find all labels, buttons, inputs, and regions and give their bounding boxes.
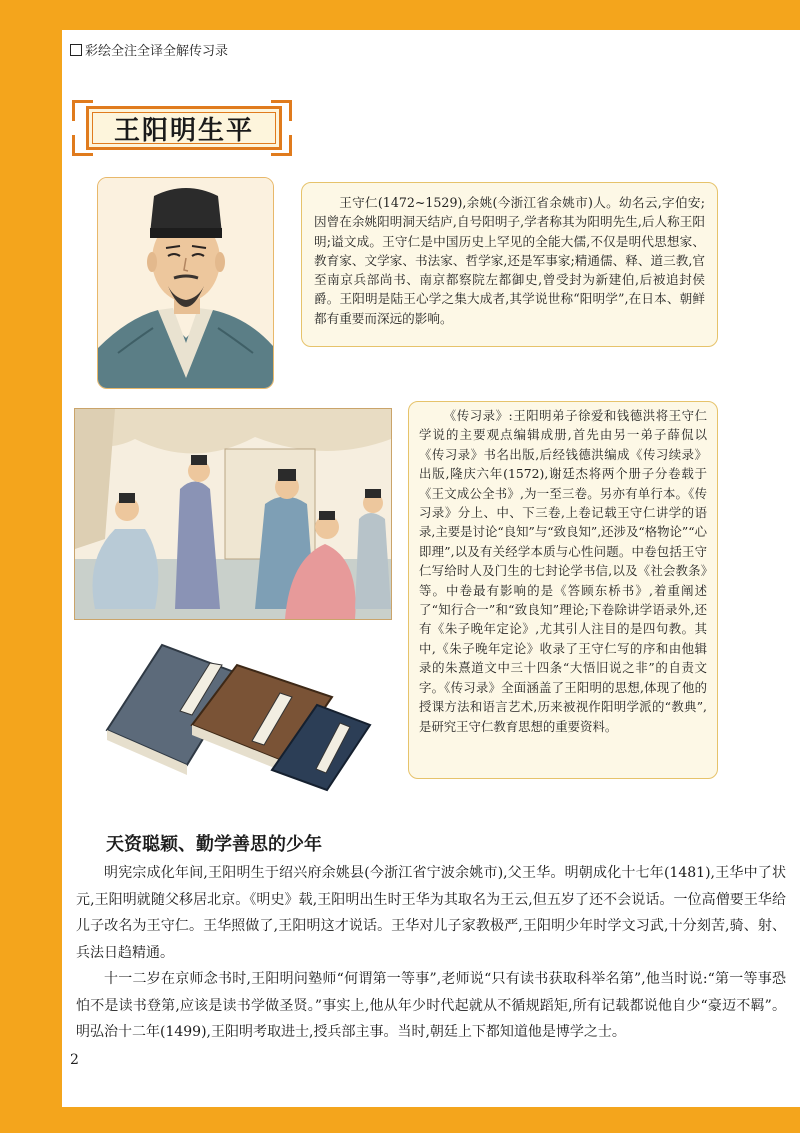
- page-title: 王阳明生平: [113, 115, 254, 146]
- square-icon: [70, 44, 82, 56]
- body-text: [76, 860, 786, 1046]
- portrait-illustration: [97, 177, 274, 389]
- running-title: 彩绘全注全译全解传习录: [85, 44, 229, 59]
- chuanxilu-books-image: [102, 635, 372, 795]
- books-illustration: [102, 635, 372, 795]
- page-number: 2: [70, 1052, 79, 1068]
- page: [62, 30, 800, 1107]
- scene-illustration: [74, 408, 392, 620]
- teaching-scene-image: [75, 409, 391, 619]
- chuanxilu-description-box: 《传习录》:王阳明弟子徐爱和钱德洪将王守仁学说的主要观点编辑成册,首先由另一弟子薛侃以《传习录》书名出版,后经钱德洪编成《传习续录》出版,隆庆六年(1572),谢廷杰将两个册子分卷载于《王文成公全书》,为一至三卷。另亦有单行本。《传习录》分上、中、下三卷,上卷记载王守仁讲学的语录,主要是讨论“良知”与“致良知”,还涉及“格物论”“心即理”,以及有关经学本质与心性问题。中卷包括王守仁写给时人及门生的七封论学书信,以及《社会教条》等。中卷最有影响的是《答顾东桥书》,着重阐述了“知行合一”和“致良知”理论;下卷除讲学语录外,还有《朱子晚年定论》,尤其引人注目的是四句教。其中,《朱子晚年定论》收录了王守仁写的序和由他辑录的朱熹道文中三十四条“大悟旧说之非”的自责文字。《传习录》全面涵盖了王阳明的思想,体现了他的授课方法和语言艺术,历来被视作阳明学派的“教典”,是研究王守仁教育思想的重要资料。: [408, 401, 718, 779]
- title-banner: [72, 100, 302, 156]
- section-title: 天资聪颖、勤学善思的少年: [106, 834, 322, 855]
- biography-box: 王守仁(1472~1529),余姚(今浙江省余姚市)人。幼名云,字伯安;因曾在余姚阳明洞天结庐,自号阳明子,学者称其为阳明先生,后人称王阳明;谥文成。王守仁是中国历史上罕见的全能大儒,不仅是明代思想家、教育家、文学家、书法家、哲学家,还是军事家;精通儒、释、道三教,官至南京兵部尚书、南京都察院左都御史,曾受封为新建伯,后被追封侯爵。王阳明是陆王心学之集大成者,其学说世称“阳明学”,在日本、朝鲜都有重要而深远的影响。: [301, 182, 718, 347]
- running-header: [70, 40, 228, 59]
- portrait-image: [98, 178, 273, 388]
- paragraph: 明宪宗成化年间,王阳明生于绍兴府余姚县(今浙江省宁波余姚市),父王华。明朝成化十七年(1481),王华中了状元,王阳明就随父移居北京。《明史》载,王阳明出生时王华为其取名为王云,但五岁了还不会说话。一位高僧要王华给儿子改名为王守仁。王华照做了,王阳明这才说话。王华对儿子家教极严,王阳明少年时学文习武,十分刻苦,骑、射、兵法日趋精通。: [76, 865, 786, 961]
- paragraph: 十一二岁在京师念书时,王阳明问塾师“何谓第一等事”,老师说“只有读书获取科举名第”,他当时说:“第一等事恐怕不是读书登第,应该是读书学做圣贤。”事实上,他从年少时代起就从不循规蹈矩,所有记载都说他自少“豪迈不羁”。明弘治十二年(1499),王阳明考取进士,授兵部主事。当时,朝廷上下都知道他是博学之士。: [76, 971, 786, 1040]
